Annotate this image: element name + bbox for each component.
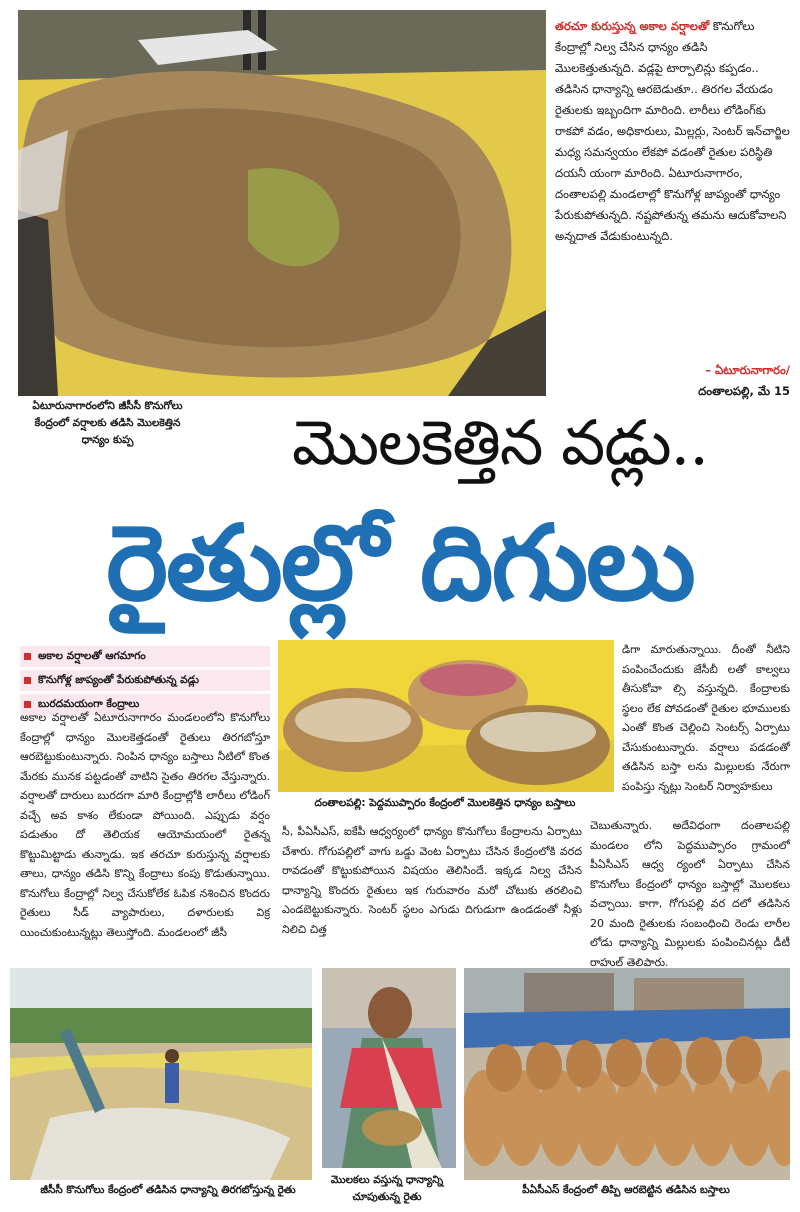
photo-farmer-turning-grain — [10, 968, 312, 1180]
bullet-item — [20, 646, 270, 667]
caption-sacks-photo: దంతాలపల్లి: పెద్దముప్పారం కేంద్రంలో మొలకెత్తిన ధాన్యం బస్తాలు — [314, 797, 576, 809]
bullet-square-icon — [24, 653, 31, 660]
intro-body: కొనుగోలు కేంద్రాల్లో నిల్వ చేసిన ధాన్యం తడిసి మొలకెత్తుతున్నది. వడ్లపై టార్పాలిన్లు కప్పడం.. తడిసిన ధాన్యాన్ని ఆరబెడుతూ.. తిరగల వేయడం రైతులకు ఇబ్బందిగా మారింది. లారీలు లోడింగ్‌కు రాకపో వడం, అధికారులు, మిల్లర్లు, సెంటర్ ఇన్‌చార్జిల మధ్య సమన్వయం లేకపో వడంతో రైతుల పరిస్థితి దయనీ యంగా మారింది. ఏటూరునాగారం, దంతాలపల్లి మండలాల్లో కొనుగోళ్ల జాప్యంతో ధాన్యం పేరుకుపోతున్నది. నష్టపోతున్న తమను ఆదుకోవాలని అన్నదాత వేడుకుంటున్నది. — [555, 19, 790, 243]
bullet-text: కొనుగోళ్ల జాప్యంతో పేరుకుపోతున్న వడ్లు — [38, 674, 199, 686]
byline — [600, 360, 790, 402]
bullet-text: బురదమయంగా కేంద్రాలు — [38, 698, 140, 710]
photo-rows-of-sacks — [464, 968, 790, 1180]
photo-woman-farmer — [322, 968, 456, 1168]
headline-line2: రైతుల్లో దిగులు — [106, 501, 694, 624]
bullet-square-icon — [24, 677, 31, 684]
caption-top-photo: ఏటూరునాగారంలోని జీసీసీ కొనుగోలు కేంద్రంలో వర్షాలకు తడిసి మొలకెత్తిన ధాన్యం కుప్ప — [32, 400, 183, 446]
bullet-item — [20, 670, 270, 691]
article-column-4: చెబుతున్నారు. అదేవిధంగా దంతాలపల్లి మండలం లోని పెద్దముప్పారం గ్రామంలో పీఏసీఎస్ ఆధ్వ ర్యంలో ఏర్పాటు చేసిన కొనుగోలు కేంద్రంలో ధాన్యం బస్తాల్లో మొలకలు వచ్చాయి. కాగా, గోగుపల్లి వర దలో తడిసిన 20 మంది రైతులకు సంబంధించి రెండు లారీల లోడు ధాన్యాన్ని మిల్లులకు పంపించినట్లు డీటీ రాహుల్ తెలిపారు. — [590, 819, 790, 969]
bullet-square-icon — [24, 701, 31, 708]
bullet-text: అకాల వర్షాలతో ఆగమాగం — [38, 650, 146, 662]
article-column-2: సీ, పీఏసీఎస్, ఐకేపీ ఆధ్వర్యంలో ధాన్యం కొనుగోలు కేంద్రాలను ఏర్పాటు చేశారు. గోగుపల్లిలో వాగు ఒడ్డు వెంట ఏర్పాటు చేసిన కేంద్రంలోకి వరద రావడంతో కొట్టుకుపోయిన విషయం తెలిసిందే. ఇక్కడ నిల్వ చేసిన ధాన్యాన్ని కొందరు రైతులు ఇక గురువారం మరో చోటుకు తరలించి ఎండబెట్టుకున్నారు. సెంటర్ స్థలం ఎగుడు దిగుడుగా ఉండడంతో నీళ్లు నిలిచి చిత్త — [282, 825, 582, 936]
byline-place1: – ఏటూరునాగారం/ — [705, 363, 790, 377]
intro-text — [555, 16, 790, 247]
intro-lead: తరచూ కురుస్తున్న అకాల వర్షాలతో — [555, 19, 710, 33]
caption-bottom-mid: మొలకలు వస్తున్న ధాన్యాన్ని చూపుతున్న రైతు — [330, 1174, 444, 1203]
article-column-3: డిగా మారుతున్నాయి. దీంతో నీటిని పంపించేందుకు జేసీబీ లతో కాల్వలు తీసుకోవా ల్సి వస్తున్నది. కేంద్రాలకు స్థలం లేక పోవడంతో రైతుల భూములకు ఎంతో కొంత చెల్లించి సెంటర్స్ ఏర్పాటు చేసుకుంటున్నారు. వర్షాలు పడడంతో తడిసిన బస్తా లను మిల్లులకు నేరుగా పంపిస్తు న్నట్లు సెంటర్ నిర్వాహకులు — [622, 643, 790, 793]
byline-place2: దంతాలపల్లి, మే 15 — [698, 384, 790, 398]
caption-bottom-right: పీఏసీఎస్ కేంద్రంలో తిప్పి ఆరబెట్టిన తడిసిన బస్తాలు — [522, 1184, 730, 1196]
headline-line1: మొలకెత్తిన వడ్లు.. — [292, 406, 708, 479]
photo-sprouted-sacks — [278, 640, 614, 792]
caption-bottom-left: జీసీసీ కొనుగోలు కేంద్రంలో తడిసిన ధాన్యాన్ని తిరగబోస్తున్న రైతు — [40, 1184, 296, 1196]
photo-grain-heap — [18, 10, 546, 396]
article-column-1: అకాల వర్షాలతో ఏటూరునాగారం మండలంలోని కొనుగోలు కేంద్రాల్లో ధాన్యం మొలకెత్తడంతో రైతులు తిరగబోస్తూ ఆరబెట్టుకుంటున్నారు. నింపిన ధాన్యం బస్తాలు నీటిలో కొంత మేరకు మునక పట్టడంతో వాటిని సైతం తిరగల వేస్తున్నారు. వర్షాలతో దారులు బురదగా మారి కేంద్రాల్లోకి లారీలు లోడింగ్ వచ్చే అవ కాశం లేకుండా పోయింది. ఎప్పుడు వర్షం పడుతుం దో తెలియక ఆయోమయంలో రైతన్న కొట్టుమిట్టాడు తున్నాడు. ఇక తరచూ కురుస్తున్న వర్షాలకు తాలు, ధాన్యం తడిసి కొన్ని కేంద్రాలు కంపు కొడుతున్నాయి. కొనుగోలు కేంద్రాల్లో నిల్వ చేసుకోలేక ఓపిక నశించిన కొందరు రైతులు సీడ్ వ్యాపారులు, దళారులకు విక్ర యించుకుంటున్నట్లు తెలుస్తోంది. మండలంలో జీసీ — [20, 711, 270, 939]
